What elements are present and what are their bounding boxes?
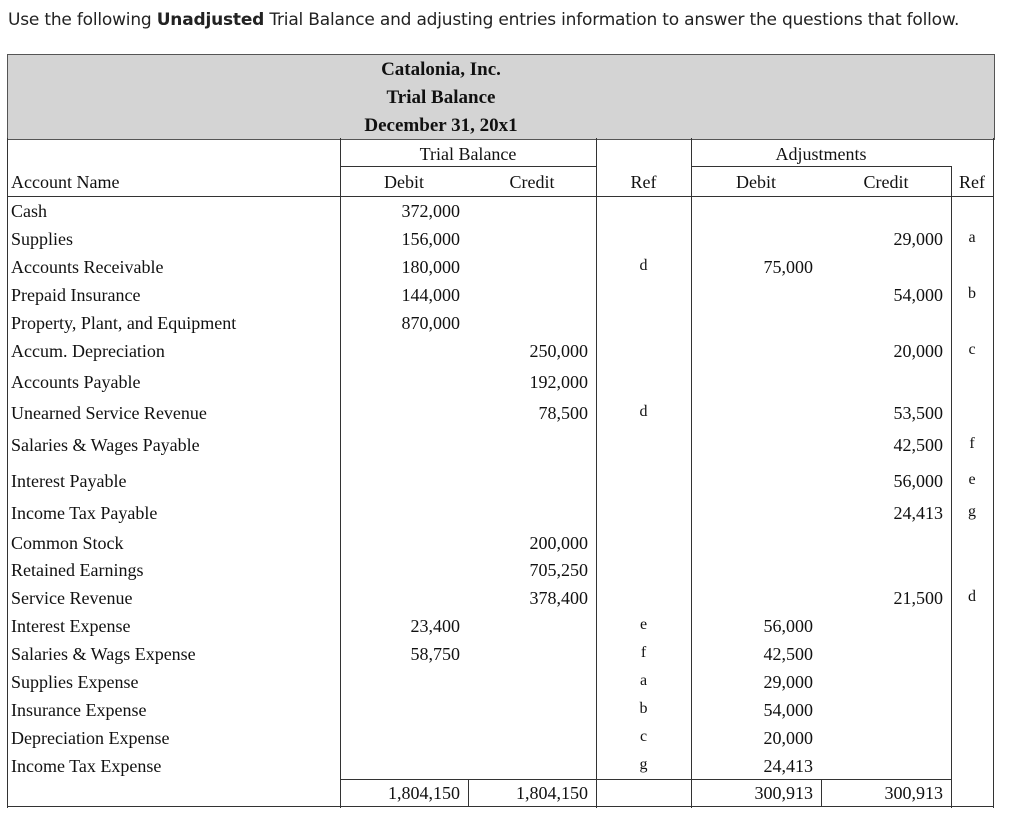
credit-amount: 705,250 (529, 560, 588, 580)
credit-amount: 250,000 (529, 341, 588, 361)
ref-code: g (639, 756, 648, 773)
total-adj-debit: 300,913 (754, 783, 813, 803)
account-name: Income Tax Payable (11, 503, 158, 523)
ref2-code: e (968, 471, 976, 488)
adj-credit-amount: 42,500 (893, 435, 943, 455)
account-name: Insurance Expense (11, 700, 147, 720)
ref-code: c (639, 728, 648, 745)
adjustments-group-header: Adjustments (775, 144, 867, 164)
credit-amount: 200,000 (529, 533, 588, 553)
debit-amount: 870,000 (401, 313, 460, 333)
report-header (7, 54, 995, 140)
credit-amount: 78,500 (538, 403, 588, 423)
ref-code: d (639, 403, 648, 420)
debit-amount: 156,000 (401, 229, 460, 249)
ref2-code: a (968, 229, 976, 246)
instructions-emphasis: Unadjusted (156, 10, 265, 30)
account-name: Salaries & Wages Payable (11, 435, 200, 455)
ref-code: b (639, 700, 648, 717)
account-name: Unearned Service Revenue (11, 403, 207, 423)
account-name: Salaries & Wags Expense (11, 644, 196, 664)
account-name: Retained Earnings (11, 560, 144, 580)
debit-amount: 58,750 (410, 644, 460, 664)
account-name: Common Stock (11, 533, 124, 553)
account-name: Accounts Receivable (11, 257, 164, 277)
adj-debit-amount: 24,413 (763, 756, 813, 776)
trial-balance-sheet (7, 54, 995, 808)
adj-credit-amount: 54,000 (893, 285, 943, 305)
adj-debit-amount: 75,000 (763, 257, 813, 277)
account-name: Property, Plant, and Equipment (11, 313, 237, 333)
ref-code: d (639, 257, 648, 274)
account-name: Accounts Payable (11, 372, 141, 392)
grid-line (340, 166, 596, 167)
col-adj-debit: Debit (736, 172, 776, 192)
ref2-code: d (968, 588, 976, 605)
ref-code: a (639, 672, 648, 689)
adj-credit-amount: 56,000 (893, 471, 943, 491)
adj-credit-amount: 29,000 (893, 229, 943, 249)
col-ref: Ref (630, 172, 657, 192)
account-name: Supplies Expense (11, 672, 139, 692)
col-adj-credit: Credit (863, 172, 909, 192)
account-name: Interest Expense (11, 616, 131, 636)
ref2-code: g (968, 503, 976, 520)
debit-amount: 372,000 (401, 201, 460, 221)
debit-amount: 144,000 (401, 285, 460, 305)
ref-code: e (639, 616, 648, 633)
instructions (8, 10, 1018, 30)
col-credit: Credit (509, 172, 555, 192)
ref-code: f (640, 644, 647, 661)
totals-top-rule (340, 779, 951, 780)
instructions-rest: Trial Balance and adjusting entries information to answer the questions that follow. (264, 10, 960, 30)
credit-amount: 378,400 (529, 588, 588, 608)
grid-bottom-border (7, 806, 994, 807)
instructions-lead: Use the following (8, 10, 157, 30)
total-debit: 1,804,150 (388, 783, 460, 803)
total-credit: 1,804,150 (516, 783, 588, 803)
adj-debit-amount: 42,500 (763, 644, 813, 664)
credit-amount: 192,000 (529, 372, 588, 392)
grid-right-border (993, 138, 994, 808)
ref2-code: f (969, 435, 975, 452)
grid-left-border (7, 138, 8, 808)
debit-amount: 23,400 (410, 616, 460, 636)
col-debit: Debit (384, 172, 424, 192)
adj-credit-amount: 24,413 (893, 503, 943, 523)
adj-debit-amount: 56,000 (763, 616, 813, 636)
trial-balance-group-header: Trial Balance (419, 144, 517, 164)
company-name: Catalonia, Inc. (381, 59, 501, 80)
col-account-name: Account Name (11, 172, 120, 192)
account-name: Interest Payable (11, 471, 127, 491)
total-adj-credit: 300,913 (884, 783, 943, 803)
debit-amount: 180,000 (401, 257, 460, 277)
account-name: Accum. Depreciation (11, 341, 165, 361)
account-name: Supplies (11, 229, 74, 249)
adj-debit-amount: 29,000 (763, 672, 813, 692)
account-name: Prepaid Insurance (11, 285, 141, 305)
ref2-code: b (968, 285, 976, 302)
account-name: Cash (11, 201, 47, 221)
report-title: Trial Balance (386, 87, 496, 108)
adj-credit-amount: 21,500 (893, 588, 943, 608)
adj-debit-amount: 20,000 (763, 728, 813, 748)
adj-credit-amount: 53,500 (893, 403, 943, 423)
col-ref2: Ref (959, 172, 985, 192)
grid-line (691, 166, 951, 167)
grid-line (7, 196, 994, 197)
ref2-code: c (968, 341, 976, 358)
adj-debit-amount: 54,000 (763, 700, 813, 720)
report-date: December 31, 20x1 (364, 115, 518, 136)
account-name: Income Tax Expense (11, 756, 162, 776)
account-name: Service Revenue (11, 588, 133, 608)
account-name: Depreciation Expense (11, 728, 170, 748)
adj-credit-amount: 20,000 (893, 341, 943, 361)
